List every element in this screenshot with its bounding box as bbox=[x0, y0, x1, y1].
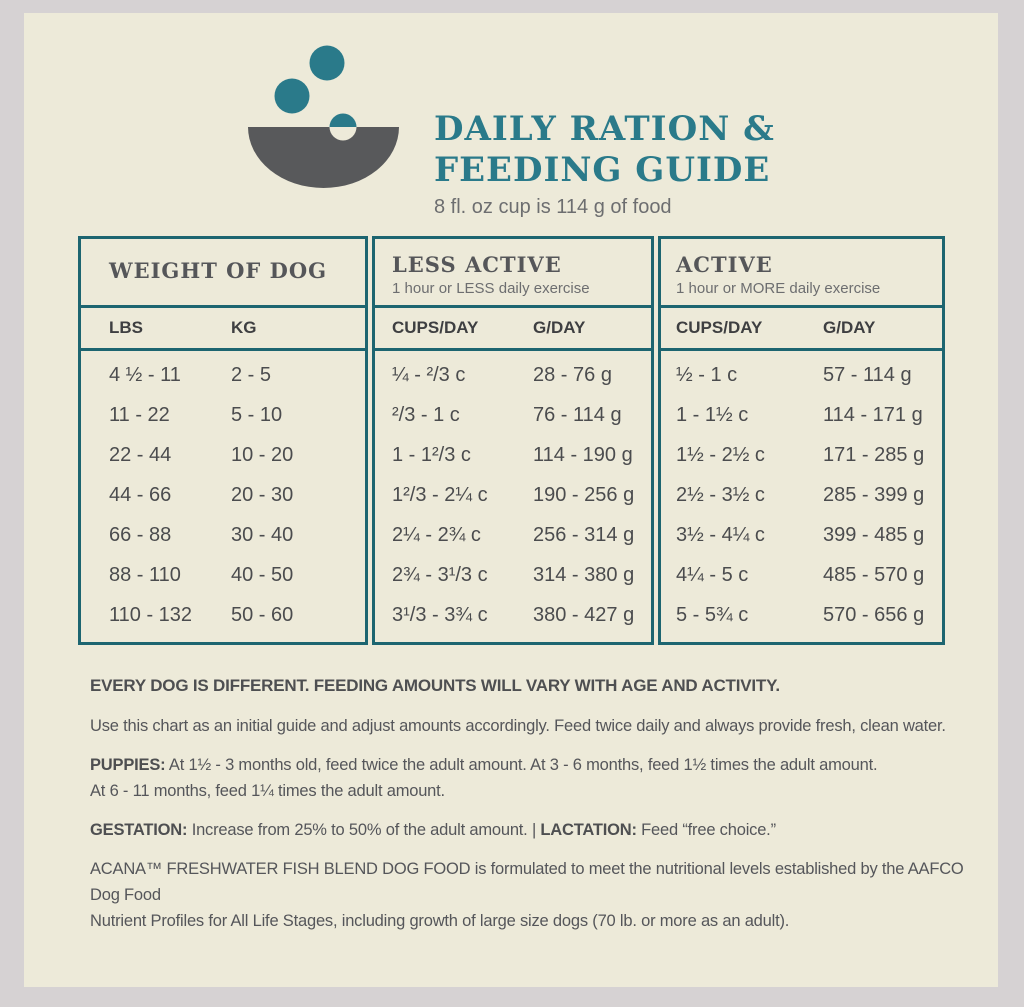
cell-cups: ½ - 1 c bbox=[676, 363, 738, 386]
puppies-label: PUPPIES: bbox=[90, 756, 166, 774]
aafco-text-2: Nutrient Profiles for All Life Stages, including growth of large size dogs (70 lb. or more as an adult). bbox=[90, 912, 790, 930]
table-row bbox=[375, 435, 651, 475]
cell-cups: 2½ - 3½ c bbox=[676, 483, 765, 506]
lactation-text: Feed “free choice.” bbox=[636, 821, 776, 839]
section-active bbox=[658, 236, 945, 645]
section-subtitle: 1 hour or MORE daily exercise bbox=[676, 280, 881, 297]
cell-cups: 2¼ - 2¾ c bbox=[392, 524, 481, 547]
section-subtitle: 1 hour or LESS daily exercise bbox=[392, 280, 590, 297]
table-row bbox=[661, 596, 942, 636]
notes-heading: EVERY DOG IS DIFFERENT. FEEDING AMOUNTS WILL VARY WITH AGE AND ACTIVITY. bbox=[90, 676, 780, 695]
table-row bbox=[661, 395, 942, 435]
cup-conversion-note: 8 fl. oz cup is 114 g of food bbox=[434, 196, 672, 218]
col-header-lbs: LBS bbox=[109, 318, 143, 337]
notes-gestation-lactation bbox=[90, 817, 995, 843]
table-row bbox=[375, 596, 651, 636]
table-row bbox=[661, 475, 942, 515]
table-row bbox=[375, 516, 651, 556]
col-header-kg: KG bbox=[231, 318, 257, 337]
col-header-grams: G/DAY bbox=[823, 318, 876, 337]
cell-grams: 380 - 427 g bbox=[533, 604, 635, 627]
cell-cups: 3½ - 4¼ c bbox=[676, 524, 765, 547]
kibble-left bbox=[275, 79, 310, 114]
cell-cups: 3¹/3 - 3¾ c bbox=[392, 604, 488, 627]
cell-kg: 30 - 40 bbox=[231, 524, 294, 547]
table-row bbox=[661, 556, 942, 596]
gestation-label: GESTATION: bbox=[90, 821, 188, 839]
section-body bbox=[81, 351, 365, 642]
section-header bbox=[375, 239, 651, 308]
cell-grams: 314 - 380 g bbox=[533, 564, 635, 587]
table-row bbox=[81, 596, 365, 636]
gestation-text: Increase from 25% to 50% of the adult amount. | bbox=[187, 821, 541, 839]
section-body bbox=[661, 351, 942, 642]
cell-lbs: 22 - 44 bbox=[109, 443, 172, 466]
cell-grams: 399 - 485 g bbox=[823, 524, 925, 547]
table-row bbox=[375, 475, 651, 515]
cell-cups: 2¾ - 3¹/3 c bbox=[392, 564, 488, 587]
table-row bbox=[81, 435, 365, 475]
section-title: WEIGHT OF DOG bbox=[109, 258, 328, 283]
notes-aafco bbox=[90, 856, 995, 934]
cell-grams: 171 - 285 g bbox=[823, 443, 925, 466]
col-header-cups: CUPS/DAY bbox=[676, 318, 763, 337]
cell-kg: 40 - 50 bbox=[231, 564, 294, 587]
aafco-text-1: ACANA™ FRESHWATER FISH BLEND DOG FOOD is formulated to meet the nutritional levels established by the AAFCO Dog Food bbox=[90, 860, 964, 904]
cell-cups: 1 - 1½ c bbox=[676, 403, 749, 426]
notes-puppies bbox=[90, 752, 995, 804]
cell-grams: 285 - 399 g bbox=[823, 483, 925, 506]
puppies-text-2: At 6 - 11 months, feed 1¼ times the adult amount. bbox=[90, 782, 445, 800]
bowl-shape bbox=[248, 127, 399, 188]
table-row bbox=[375, 556, 651, 596]
column-headers bbox=[81, 308, 365, 351]
table-row bbox=[81, 475, 365, 515]
cell-grams: 485 - 570 g bbox=[823, 564, 925, 587]
table-row bbox=[375, 395, 651, 435]
cell-grams: 114 - 190 g bbox=[533, 443, 633, 466]
section-less-active bbox=[372, 236, 654, 645]
cell-cups: 1²/3 - 2¼ c bbox=[392, 483, 488, 506]
section-weight-of-dog bbox=[78, 236, 368, 645]
cell-kg: 2 - 5 bbox=[231, 363, 272, 386]
cell-grams: 76 - 114 g bbox=[533, 403, 622, 426]
col-header-grams: G/DAY bbox=[533, 318, 586, 337]
kibble-bowl-icon bbox=[246, 43, 402, 191]
table-row bbox=[81, 516, 365, 556]
notes-intro: Use this chart as an initial guide and adjust amounts accordingly. Feed twice daily and always provide fresh, clean water. bbox=[90, 717, 946, 735]
feeding-guide-card bbox=[24, 13, 998, 987]
kibble-small bbox=[330, 114, 357, 128]
column-headers bbox=[375, 308, 651, 351]
table-row bbox=[661, 435, 942, 475]
puppies-text-1: At 1½ - 3 months old, feed twice the adult amount. At 3 - 6 months, feed 1½ times the adult amount. bbox=[165, 756, 878, 774]
cell-cups: ²/3 - 1 c bbox=[392, 403, 460, 426]
cell-grams: 114 - 171 g bbox=[823, 403, 923, 426]
section-body bbox=[375, 351, 651, 642]
section-title: ACTIVE bbox=[676, 252, 773, 277]
cell-lbs: 44 - 66 bbox=[109, 483, 172, 506]
cell-lbs: 4 ½ - 11 bbox=[109, 363, 181, 386]
cell-cups: 1 - 1²/3 c bbox=[392, 443, 471, 466]
cell-kg: 10 - 20 bbox=[231, 443, 294, 466]
kibble-top bbox=[310, 46, 345, 81]
cell-kg: 50 - 60 bbox=[231, 604, 294, 627]
page-title bbox=[434, 109, 775, 191]
cell-lbs: 66 - 88 bbox=[109, 524, 172, 547]
section-title: LESS ACTIVE bbox=[392, 252, 562, 277]
cell-cups: 1½ - 2½ c bbox=[676, 443, 765, 466]
lactation-label: LACTATION: bbox=[540, 821, 637, 839]
section-header bbox=[661, 239, 942, 308]
table-row bbox=[81, 355, 365, 395]
section-header bbox=[81, 239, 365, 308]
cell-cups: 5 - 5¾ c bbox=[676, 604, 749, 627]
cell-grams: 256 - 314 g bbox=[533, 524, 635, 547]
cell-lbs: 88 - 110 bbox=[109, 564, 181, 587]
column-headers bbox=[661, 308, 942, 351]
cell-lbs: 110 - 132 bbox=[109, 604, 193, 627]
cell-cups: 4¼ - 5 c bbox=[676, 564, 749, 587]
table-row bbox=[661, 355, 942, 395]
cell-kg: 5 - 10 bbox=[231, 403, 283, 426]
cell-kg: 20 - 30 bbox=[231, 483, 294, 506]
table-row bbox=[81, 395, 365, 435]
table-row bbox=[81, 556, 365, 596]
guide-header bbox=[434, 109, 775, 219]
cell-grams: 190 - 256 g bbox=[533, 483, 635, 506]
table-row bbox=[375, 355, 651, 395]
cell-lbs: 11 - 22 bbox=[109, 403, 170, 426]
feeding-notes bbox=[90, 673, 995, 947]
col-header-cups: CUPS/DAY bbox=[392, 318, 479, 337]
title-line-2: FEEDING GUIDE bbox=[434, 150, 771, 190]
cell-grams: 570 - 656 g bbox=[823, 604, 925, 627]
cell-cups: ¼ - ²/3 c bbox=[392, 363, 466, 386]
feeding-table bbox=[78, 236, 945, 645]
cell-grams: 28 - 76 g bbox=[533, 363, 612, 386]
title-line-1: DAILY RATION & bbox=[434, 109, 775, 149]
table-row bbox=[661, 516, 942, 556]
cell-grams: 57 - 114 g bbox=[823, 363, 912, 386]
